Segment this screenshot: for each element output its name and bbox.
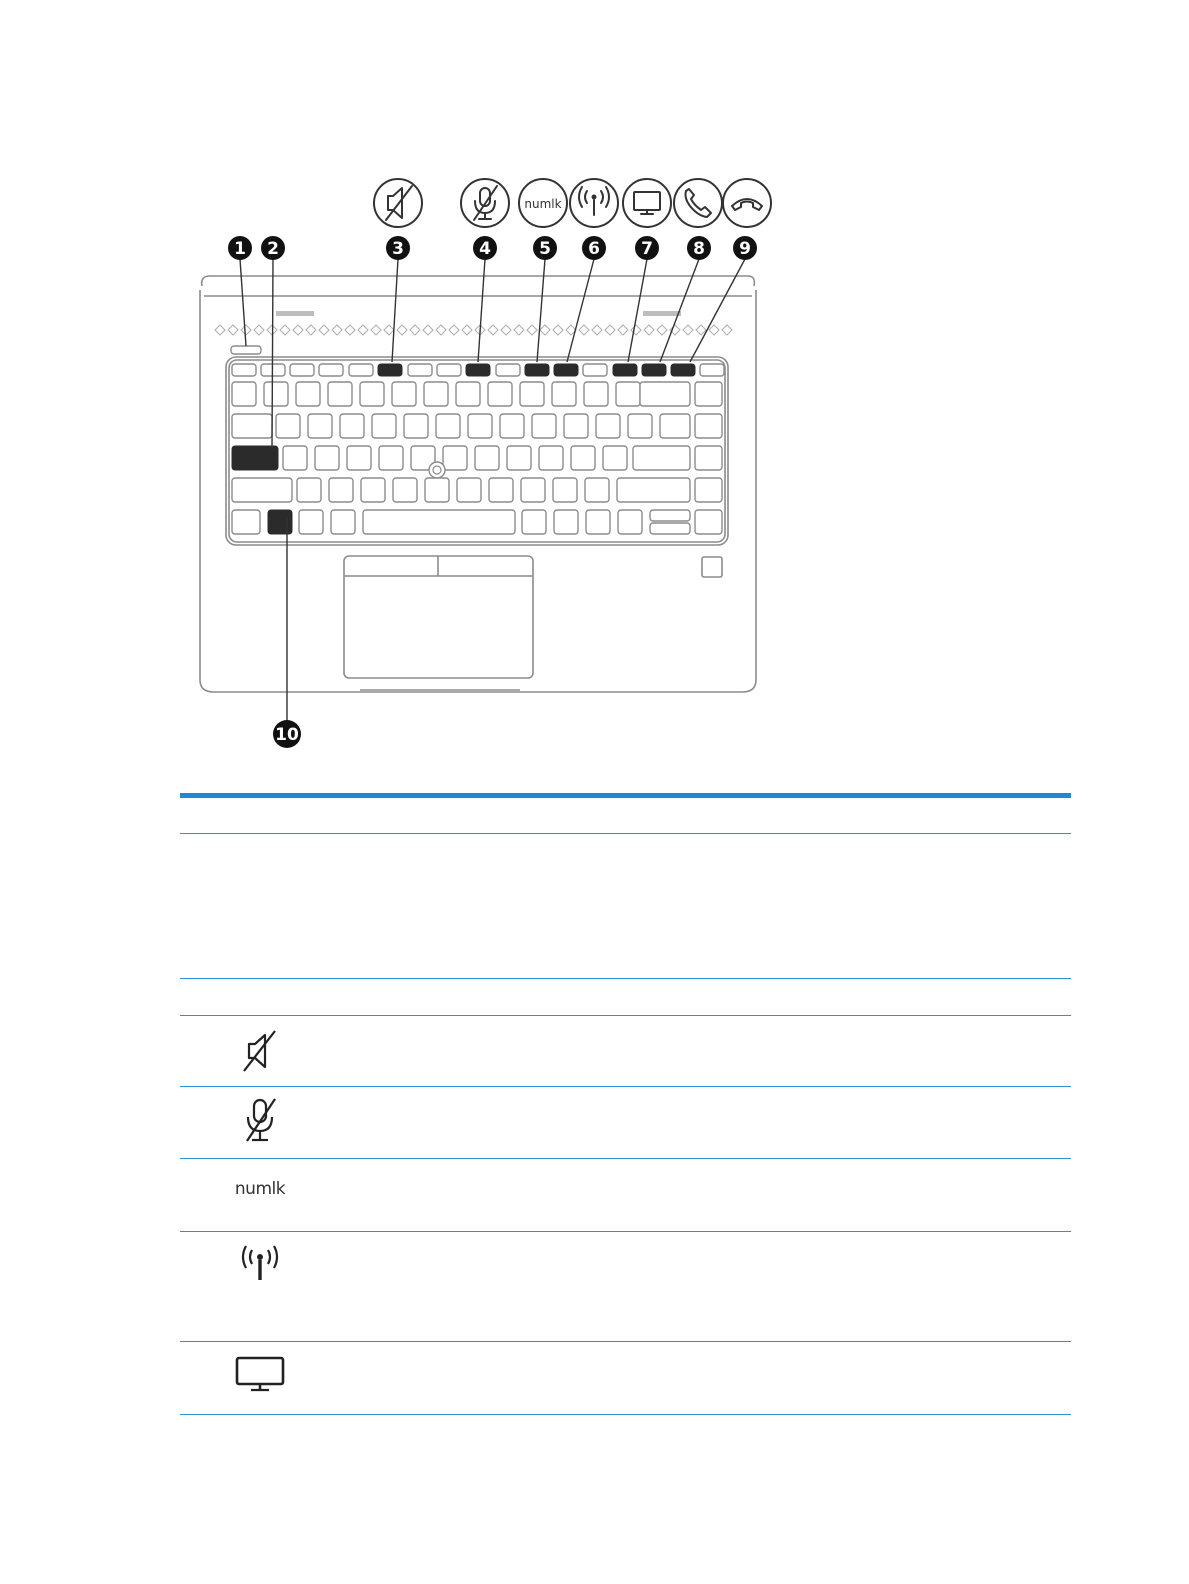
grille-hole [332,325,342,335]
grille-hole [241,325,251,335]
key [283,446,307,470]
key [617,478,690,502]
grille-hole [319,325,329,335]
key [628,414,652,438]
grille-hole [371,325,381,335]
fn-key-marked [671,364,695,376]
fn-key-marked [378,364,402,376]
phone-hangup-icon [723,179,771,227]
key [507,446,531,470]
grille-hole [306,325,316,335]
grille-hole [722,325,732,335]
key [393,478,417,502]
key [456,382,480,406]
caps-lock-key [232,446,278,470]
key [232,382,256,406]
key [425,478,449,502]
key [500,414,524,438]
table-header-rule [180,793,1071,798]
key [475,446,499,470]
grille-hole [631,325,641,335]
key [232,478,292,502]
key [596,414,620,438]
key [315,446,339,470]
fn-key-marked [642,364,666,376]
grille-hole [293,325,303,335]
table-row [180,1159,1071,1231]
table-row [180,1342,1071,1414]
key [404,414,428,438]
grille-hole [540,325,550,335]
fingerprint-reader [702,557,722,577]
key [585,478,609,502]
key [522,510,546,534]
grille-hole [553,325,563,335]
numlk-label: numlk [234,1179,286,1199]
key [296,382,320,406]
fn-key [700,364,724,376]
key [331,510,355,534]
fn-key [232,364,256,376]
key [392,382,416,406]
callout-number: 10 [275,725,299,745]
key [521,478,545,502]
key [488,382,512,406]
fn-key-marked [525,364,549,376]
fn-key [437,364,461,376]
table-row [180,1232,1071,1341]
key [539,446,563,470]
key [650,523,690,534]
grille-hole [488,325,498,335]
key [520,382,544,406]
key [232,414,272,438]
grille-hole [228,325,238,335]
grille-hole [618,325,628,335]
key [232,510,260,534]
grille-hole [410,325,420,335]
grille-hole [449,325,459,335]
monitor-icon [220,1354,300,1414]
grille-hole [501,325,511,335]
callout-number: 3 [392,239,404,259]
wireless-icon [570,179,618,227]
key [618,510,642,534]
grille-hole [527,325,537,335]
numlk-icon-label: numlk [524,197,562,211]
key [584,382,608,406]
grille-hole [280,325,290,335]
key [340,414,364,438]
key [347,446,371,470]
key [361,478,385,502]
key [695,510,722,534]
fn-key-dark [268,510,292,534]
key [633,446,690,470]
fn-key-marked [466,364,490,376]
grille-hole [254,325,264,335]
grille-hole [579,325,589,335]
grille-hole [345,325,355,335]
key [424,382,448,406]
key [586,510,610,534]
phone-answer-icon [674,179,722,227]
fn-key-marked [613,364,637,376]
key [564,414,588,438]
key [457,478,481,502]
spacebar [363,510,515,534]
wireless-icon [220,1244,300,1304]
key [552,382,576,406]
key [360,382,384,406]
numlk-icon [220,1173,300,1233]
table-row [180,834,1071,978]
fn-key [290,364,314,376]
pointing-stick [429,462,445,478]
key [695,414,722,438]
fn-key [349,364,373,376]
callout-number: 7 [641,239,653,259]
grille-hole [683,325,693,335]
key [695,446,722,470]
callout-number: 5 [539,239,551,259]
key [276,414,300,438]
callout-number: 1 [234,239,246,259]
key [264,382,288,406]
callout-number: 6 [588,239,600,259]
key [436,414,460,438]
key [489,478,513,502]
speaker-mute-icon [374,179,422,227]
fn-key [319,364,343,376]
grille-hole [423,325,433,335]
grille-hole [644,325,654,335]
grille-hole [514,325,524,335]
keyboard-keys [232,364,724,534]
key [328,382,352,406]
speaker-mute-icon [220,1026,300,1086]
key [532,414,556,438]
key [308,414,332,438]
key [299,510,323,534]
monitor-icon [623,179,671,227]
grille-hole [358,325,368,335]
table-rule [180,1414,1071,1415]
callout-number: 2 [267,239,279,259]
callout-number: 8 [693,239,705,259]
grille-hole [709,325,719,335]
grille-hole [215,325,225,335]
speaker-grille [215,325,732,335]
grille-hole [605,325,615,335]
fn-key [583,364,607,376]
key [443,446,467,470]
fn-key [408,364,432,376]
callout-number: 9 [739,239,751,259]
key [650,510,690,521]
key [660,414,690,438]
table-row [180,1016,1071,1086]
grille-hole [592,325,602,335]
key [640,382,690,406]
table-row [180,1087,1071,1158]
fn-key [496,364,520,376]
key [571,446,595,470]
power-button [231,346,261,354]
key [616,382,640,406]
touchpad [344,556,533,678]
key [468,414,492,438]
microphone-mute-icon [220,1095,300,1155]
grille-hole [384,325,394,335]
keyboard-diagram [0,0,1189,770]
fn-key-marked [554,364,578,376]
key [695,478,722,502]
key [329,478,353,502]
grille-hole [436,325,446,335]
key [297,478,321,502]
grille-hole [462,325,472,335]
key [372,414,396,438]
numlk-icon [519,179,567,227]
callout-number: 4 [479,239,491,259]
grille-hole [657,325,667,335]
key [695,382,722,406]
table-row [180,979,1071,1015]
grille-hole [397,325,407,335]
key [379,446,403,470]
key [554,510,578,534]
microphone-mute-icon [461,179,509,227]
key [553,478,577,502]
key [603,446,627,470]
keyboard-diagram-svg [0,0,1189,770]
